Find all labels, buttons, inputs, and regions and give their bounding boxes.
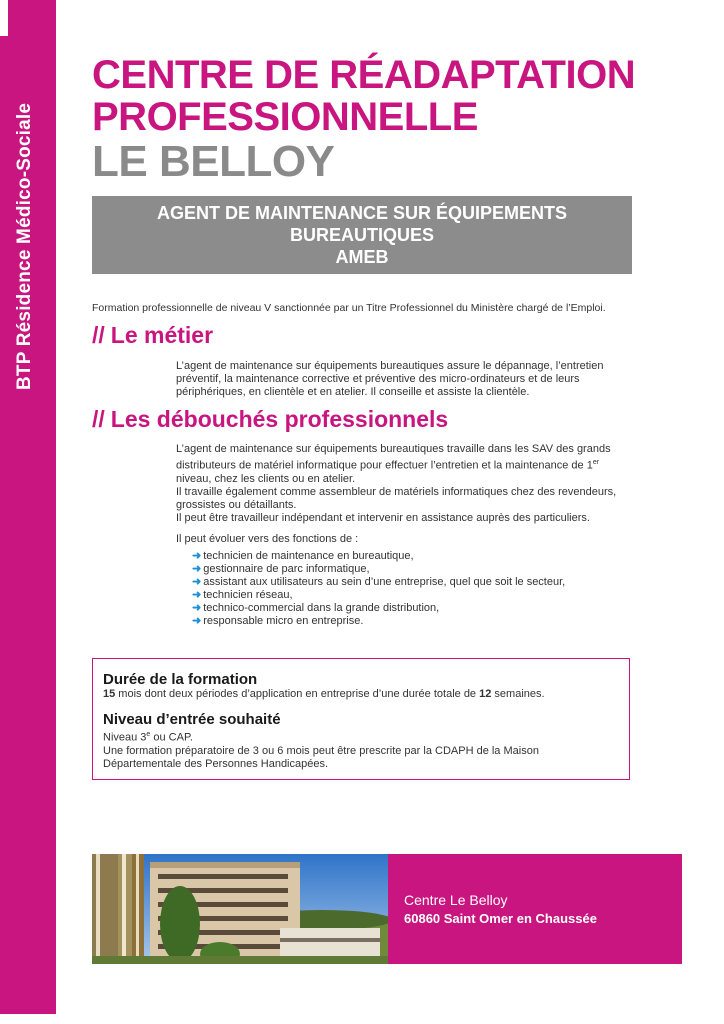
- side-label: BTP Résidence Médico-Sociale: [14, 102, 35, 390]
- heading-debouches: [92, 406, 448, 433]
- arrow-right-icon: ➜: [192, 563, 202, 575]
- duree-title: Durée de la formation: [103, 671, 258, 688]
- heading-slashes: //: [92, 406, 105, 432]
- list-item: [192, 602, 612, 615]
- list-item-text: gestionnaire de parc informatique,: [203, 563, 370, 575]
- debouches-p1b: niveau, chez les clients ou en atelier.: [176, 472, 356, 485]
- arrow-right-icon: ➜: [192, 550, 202, 562]
- metier-paragraph: [176, 360, 636, 399]
- fonctions-list: [192, 550, 612, 628]
- niveau-a: Niveau 3: [103, 731, 147, 744]
- contact-box: [388, 854, 682, 964]
- heading-slashes: //: [92, 322, 105, 348]
- list-item-text: technico-commercial dans la grande distribution,: [203, 602, 440, 614]
- contact-name: Centre Le Belloy: [404, 892, 508, 908]
- list-item-text: technicien de maintenance en bureautique,: [203, 550, 414, 562]
- side-bar-notch: [0, 36, 8, 1014]
- arrow-right-icon: ➜: [192, 615, 202, 627]
- list-item: [192, 550, 612, 563]
- list-item: [192, 576, 612, 589]
- title-line-1: CENTRE DE RÉADAPTATION: [92, 53, 636, 97]
- list-item-text: technicien réseau,: [203, 589, 293, 601]
- building-photo: [92, 854, 388, 964]
- debouches-p2: Il travaille également comme assembleur de matériels informatiques chez des revendeurs, grossistes ou détaillants.: [176, 485, 617, 511]
- formation-info-box: [92, 658, 630, 780]
- intro-text: Formation professionnelle de niveau V sanctionnée par un Titre Professionnel du Ministère chargé de l’Emploi.: [92, 302, 606, 314]
- side-bar: [0, 0, 56, 1014]
- title-line-3: LE BELLOY: [92, 137, 335, 186]
- list-item: [192, 615, 612, 628]
- debouches-p1-sup: er: [592, 459, 600, 466]
- debouches-p1: [176, 443, 636, 486]
- list-item-text: responsable micro en entreprise.: [203, 615, 364, 627]
- heading-metier-label: Le métier: [110, 322, 214, 348]
- contact-address: 60860 Saint Omer en Chaussée: [404, 911, 597, 926]
- building-photo-image: [92, 854, 388, 964]
- debouches-paragraph: [176, 443, 636, 546]
- niveau-line: [103, 728, 619, 745]
- heading-debouches-label: Les débouchés professionnels: [110, 406, 449, 432]
- duree-mid: mois dont deux périodes d’application en entreprise d’une durée totale de: [115, 688, 480, 700]
- duree-num-1: 15: [103, 688, 116, 700]
- job-line-1: AGENT DE MAINTENANCE SUR ÉQUIPEMENTS: [156, 203, 568, 223]
- duree-end: semaines.: [491, 688, 545, 700]
- niveau-sup: e: [146, 731, 151, 738]
- job-title-box: [92, 196, 632, 274]
- arrow-right-icon: ➜: [192, 576, 202, 588]
- debouches-p1a: L’agent de maintenance sur équipements bureautiques travaille dans les SAV des grands distributeurs de matériel informatique pour effectuer l’entretien et la maintenance de 1: [176, 443, 611, 472]
- niveau-title: Niveau d’entrée souhaité: [103, 711, 281, 728]
- niveau-text: Une formation préparatoire de 3 ou 6 mois peut être prescrite par la CDAPH de la Maison Départementale des Personnes Handicapées.: [103, 744, 539, 770]
- list-item-text: assistant aux utilisateurs au sein d’une entreprise, quel que soit le secteur,: [203, 576, 566, 588]
- arrow-right-icon: ➜: [192, 589, 202, 601]
- title-line-2: PROFESSIONNELLE: [92, 95, 478, 139]
- metier-text: L’agent de maintenance sur équipements bureautiques assure le dépannage, l’entretien préventif, la maintenance corrective et préventive des micro-ordinateurs et de leurs périphériques, en clientèle et en atelier. Il conseille et assiste la clientèle.: [176, 360, 604, 398]
- debouches-p3: Il peut être travailleur indépendant et intervenir en assistance auprès des particuliers.: [176, 511, 590, 524]
- niveau-b: ou CAP.: [150, 731, 193, 744]
- list-item: [192, 589, 612, 602]
- arrow-right-icon: ➜: [192, 602, 202, 614]
- job-line-2: BUREAUTIQUES: [289, 225, 434, 245]
- list-item: [192, 563, 612, 576]
- duree-text: [103, 688, 619, 701]
- page-title: [92, 54, 692, 186]
- debouches-p4: Il peut évoluer vers des fonctions de :: [176, 532, 359, 545]
- duree-num-2: 12: [479, 688, 492, 700]
- heading-metier: [92, 322, 213, 349]
- job-line-3: AMEB: [335, 247, 389, 267]
